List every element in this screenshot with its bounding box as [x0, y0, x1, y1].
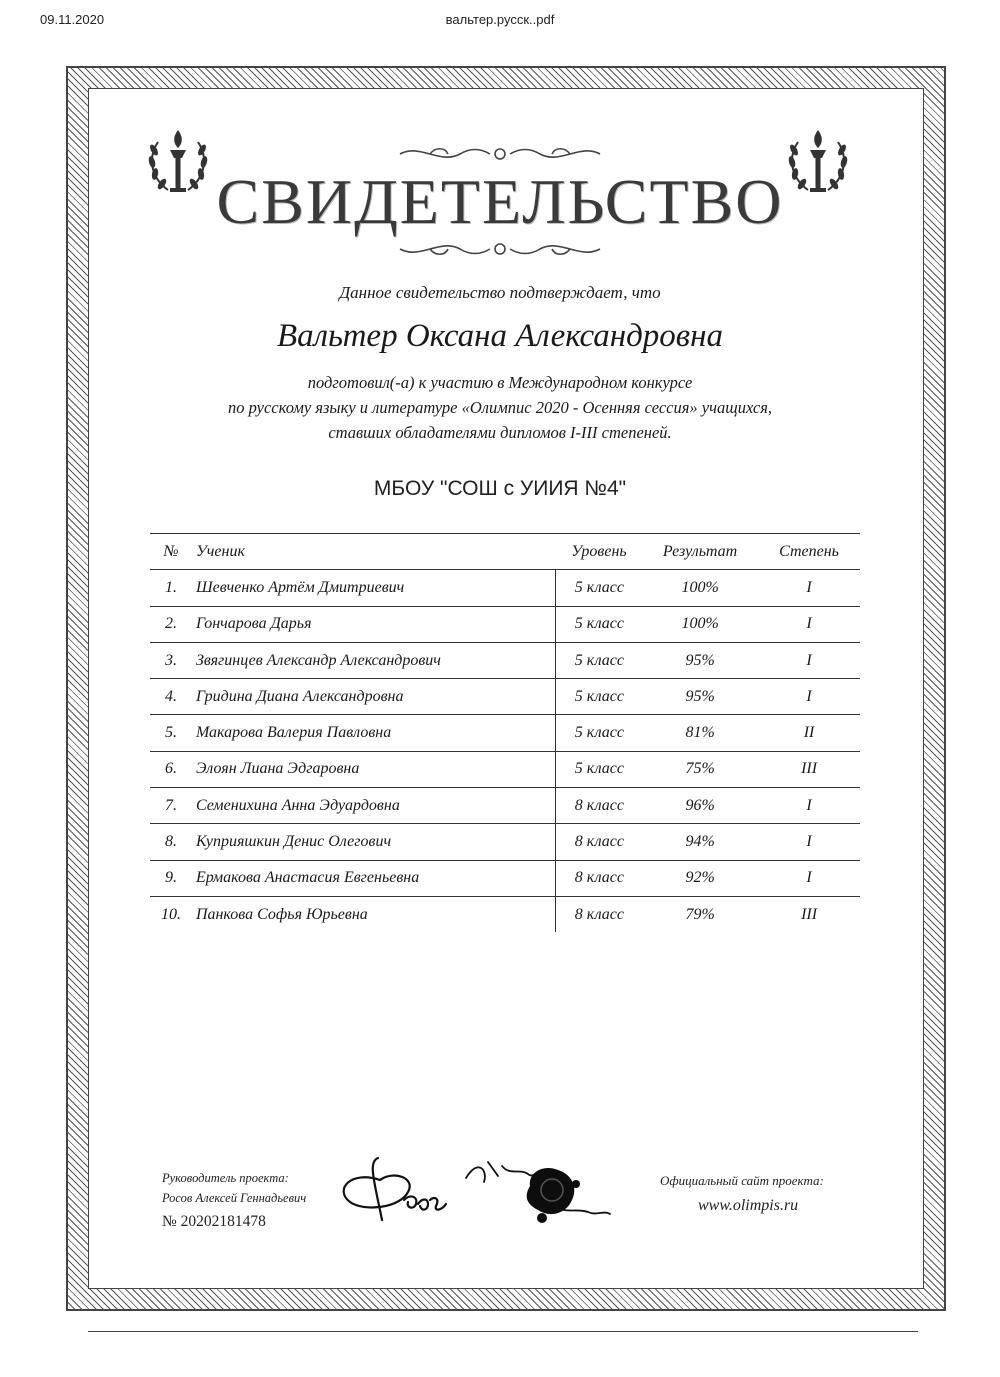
table-row [150, 824, 860, 860]
confirmation-line: Данное свидетельство подтверждает, что [339, 283, 661, 302]
row-student: Гончарова Дарья [195, 615, 312, 633]
ornament-scroll-icon [390, 238, 610, 260]
project-head-block [162, 1168, 306, 1232]
row-level: 5 класс [555, 679, 642, 714]
header-student: Ученик [196, 542, 245, 560]
description-line: подготовил(-а) к участию в Международном конкурсе [307, 373, 693, 392]
header-num: № [163, 542, 179, 560]
table-row [150, 788, 860, 824]
bottom-divider [88, 1331, 918, 1332]
row-degree: I [806, 796, 812, 814]
row-num: 4. [164, 687, 177, 705]
row-level: 8 класс [555, 861, 642, 896]
description-line: ставших обладателями дипломов I-III степеней. [328, 423, 672, 442]
holder-name: Вальтер Оксана Александровна [276, 318, 724, 354]
row-num: 10. [160, 905, 181, 923]
row-result: 95% [685, 651, 715, 669]
row-result: 100% [681, 578, 719, 596]
print-date: 09.11.2020 [40, 12, 105, 27]
row-num: 5. [164, 724, 177, 742]
row-degree: I [806, 651, 812, 669]
site-url: www.olimpis.ru [698, 1197, 799, 1214]
wax-seal-icon [458, 1148, 628, 1238]
table-row [150, 897, 860, 932]
print-filename: вальтер.русск..pdf [445, 12, 555, 27]
row-student: Куприяшкин Денис Олегович [195, 833, 392, 851]
table-row [150, 861, 860, 897]
table-row [150, 752, 860, 788]
row-num: 3. [164, 651, 177, 669]
row-student: Семенихина Анна Эдуардовна [195, 796, 400, 814]
row-degree: III [801, 760, 818, 778]
row-result: 100% [681, 615, 719, 633]
row-result: 94% [685, 833, 715, 851]
row-num: 8. [164, 833, 177, 851]
row-student: Ермакова Анастасия Евгеньевна [195, 869, 420, 887]
row-result: 75% [685, 760, 715, 778]
row-degree: I [806, 869, 812, 887]
header-level: Уровень [571, 542, 627, 560]
certificate-title: СВИДЕТЕЛЬСТВО [216, 166, 784, 237]
row-level: 5 класс [555, 752, 642, 787]
school-name: МБОУ "СОШ с УИИЯ №4" [373, 477, 627, 500]
row-level: 5 класс [555, 607, 642, 642]
row-student: Шевченко Артём Дмитриевич [195, 578, 405, 596]
row-result: 95% [685, 687, 715, 705]
row-student: Макарова Валерия Павловна [195, 724, 392, 742]
row-degree: I [806, 578, 812, 596]
row-result: 79% [685, 905, 715, 923]
row-student: Звягинцев Александр Александрович [195, 651, 441, 669]
description-line: по русскому языку и литературе «Олимпис 2020 - Осенняя сессия» учащихся, [228, 398, 772, 417]
row-result: 92% [685, 869, 715, 887]
table-row [150, 715, 860, 751]
table-row [150, 570, 860, 606]
row-level: 8 класс [555, 788, 642, 823]
row-level: 5 класс [555, 643, 642, 678]
head-name: Росов Алексей Геннадьевич [162, 1191, 307, 1205]
row-num: 7. [164, 796, 177, 814]
ornament-scroll-icon [390, 143, 610, 165]
row-result: 81% [685, 724, 715, 742]
row-level: 5 класс [555, 715, 642, 750]
header-degree: Степень [779, 542, 839, 560]
signature-icon [330, 1150, 450, 1230]
row-num: 9. [164, 869, 177, 887]
site-label: Официальный сайт проекта: [660, 1173, 824, 1188]
row-level: 8 класс [555, 824, 642, 859]
row-num: 1. [164, 578, 177, 596]
row-level: 5 класс [555, 570, 642, 605]
row-degree: I [806, 615, 812, 633]
row-student: Гридина Диана Александровна [195, 687, 404, 705]
head-label: Руководитель проекта: [162, 1171, 289, 1185]
row-degree: III [801, 905, 818, 923]
row-degree: I [806, 833, 812, 851]
row-result: 96% [685, 796, 715, 814]
row-degree: II [803, 724, 815, 742]
row-degree: I [806, 687, 812, 705]
row-num: 2. [164, 615, 177, 633]
header-result: Результат [662, 542, 738, 560]
table-row [150, 643, 860, 679]
row-num: 6. [164, 760, 177, 778]
table-row [150, 607, 860, 643]
row-student: Элоян Лиана Эдгаровна [195, 760, 360, 778]
row-level: 8 класс [555, 897, 642, 932]
table-header-row [150, 533, 860, 570]
table-row [150, 679, 860, 715]
results-table [150, 533, 860, 932]
row-student: Панкова Софья Юрьевна [195, 905, 368, 923]
registration-number: № 20202181478 [162, 1213, 266, 1230]
